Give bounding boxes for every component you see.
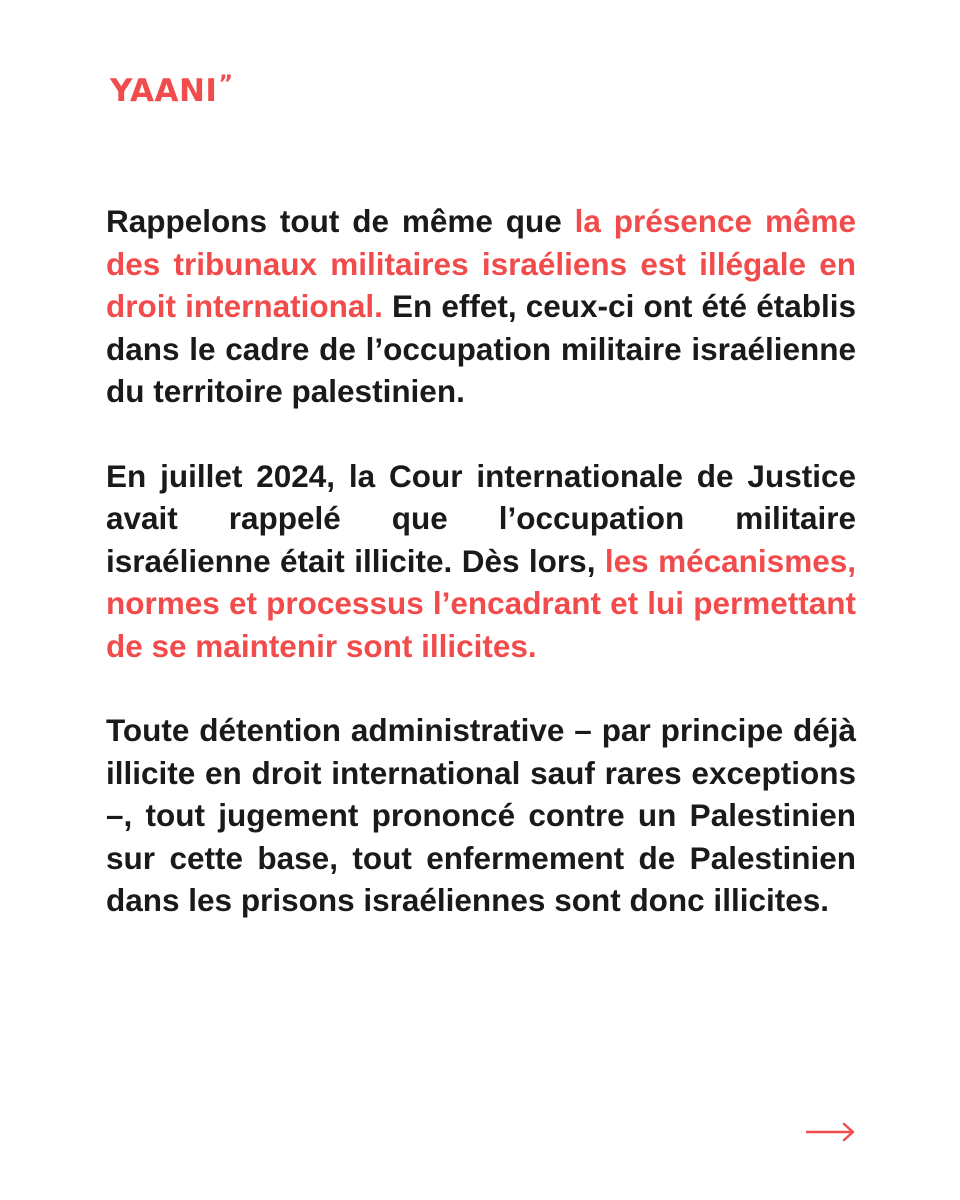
paragraph-1-highlight: la présence même des tribunaux militaires israéliens est illégale en droit international. — [106, 203, 856, 324]
brand-mark: ” — [218, 72, 234, 97]
brand-name: YAANI — [110, 73, 218, 109]
paragraph-1 — [106, 200, 856, 413]
brand-logo — [110, 72, 234, 109]
paragraph-2 — [106, 455, 856, 668]
paragraph-3 — [106, 709, 856, 922]
paragraph-2-highlight: les mécanismes, normes et processus l’encadrant et lui permettant de se maintenir sont illicites. — [106, 542, 856, 664]
arrow-right-icon-svg — [806, 1120, 856, 1144]
arrow-right-icon[interactable] — [806, 1120, 856, 1144]
paragraph-3-text: Toute détention administrative – par principe déjà illicite en droit international sauf rares exceptions –, tout jugement prononcé contre un Palestinien sur cette base, tout enfermement de Palestinien dans les prisons israéliennes sont donc illicites. — [106, 712, 856, 918]
paragraph-1-text-end: En effet, ceux-ci ont été établis dans le cadre de l’occupation militaire israélienne du territoire palestinien. — [106, 288, 856, 409]
article-body — [106, 200, 856, 922]
paragraph-1-text: Rappelons tout de même que — [106, 203, 575, 239]
paragraph-2-text: En juillet 2024, la Cour internationale de Justice avait rappelé que l’occupation militaire israélienne était illicite. Dès lors, — [106, 457, 856, 579]
